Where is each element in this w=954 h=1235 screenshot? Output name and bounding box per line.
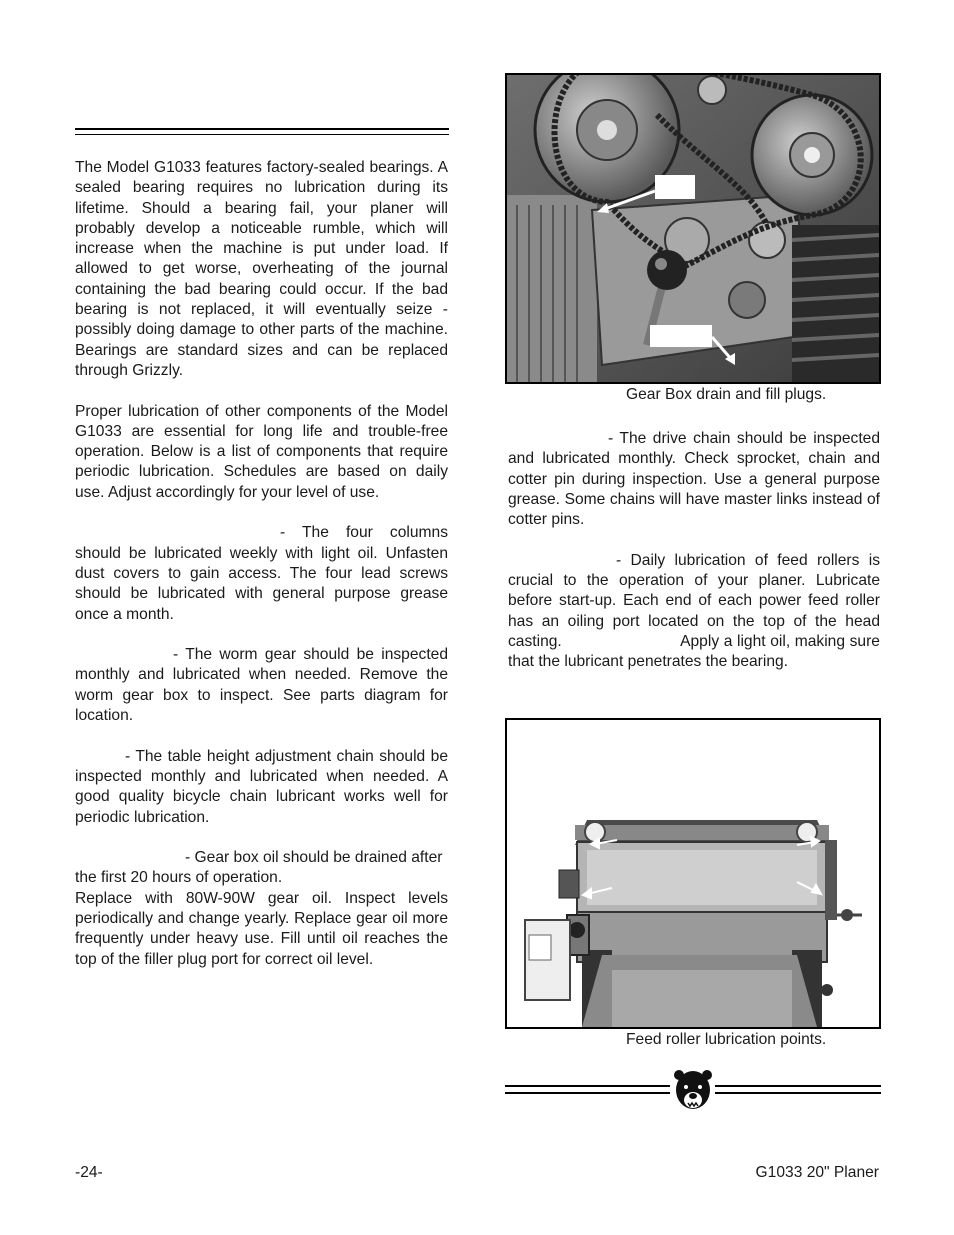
left-column <box>75 158 448 970</box>
feed-rollers-paragraph: - Daily lubrication of feed rollers is crucial to the operation of your planer. Lubricate before start-up. Each end of each power feed roller has an oiling port located on the top of the head casting. Apply a light oil, making sure that the lubricant penetrates the bearing. <box>508 551 880 671</box>
drive-chain-paragraph: - The drive chain should be inspected and lubricated monthly. Check sprocket, chain and cotter pin during inspection. Use a general purpose grease. Some chains will have master links instead of cotter pins. <box>508 430 880 529</box>
feed-roller-caption: Feed roller lubrication points. <box>626 1031 827 1048</box>
gear-box-photo <box>505 73 881 384</box>
gear-box-illustration <box>507 75 879 382</box>
lubrication-intro-paragraph: Proper lubrication of other components of the Model G1033 are essential for long life and trouble-free operation. Below is a list of components that require periodic lubrication. Schedules are based on daily use. Adjust accordingly for your level of use. <box>75 402 448 501</box>
worm-gear-paragraph: - The worm gear should be inspected monthly and lubricated when needed. Remove the worm gear box to inspect. See parts diagram for location. <box>75 646 448 725</box>
planer-illustration <box>507 720 879 1027</box>
page-number: -24- <box>75 1164 103 1181</box>
divider-right <box>715 1085 881 1094</box>
right-column <box>508 429 880 693</box>
section-rule-thin <box>75 134 449 135</box>
table-chain-paragraph: - The table height adjustment chain should be inspected monthly and lubricated when needed. A good quality bicycle chain lubricant works well for periodic lubrication. <box>75 747 448 826</box>
gear-box-paragraph: - Gear box oil should be drained after the first 20 hours of operation. Replace with 80W-90W gear oil. Inspect levels periodically and change yearly. Replace gear oil more frequently under heavy use. Fill until oil reaches the top of the filler plug port for correct oil level. <box>75 849 448 968</box>
divider-left <box>505 1085 670 1094</box>
section-rule <box>75 128 449 130</box>
bear-logo-icon <box>672 1068 714 1114</box>
bearings-paragraph: The Model G1033 features factory-sealed bearings. A sealed bearing requires no lubrication during its lifetime. Should a bearing fail, your planer will probably develop a noticeable rumble, which will increase when the machine is put under load. If allowed to get worse, overheating of the journal containing the bad bearing could occur. If the bad bearing is not replaced, it will eventually seize - possibly doing damage to other parts of the machine. Bearings are standard sizes and can be replaced through Grizzly. <box>75 159 448 379</box>
footer-model: G1033 20" Planer <box>755 1164 879 1181</box>
columns-paragraph: - The four columns should be lubricated weekly with light oil. Unfasten dust covers to gain access. The four lead screws should be lubricated with general purpose grease once a month. <box>75 524 448 623</box>
gear-box-caption: Gear Box drain and fill plugs. <box>626 386 827 403</box>
feed-roller-photo <box>505 718 881 1029</box>
